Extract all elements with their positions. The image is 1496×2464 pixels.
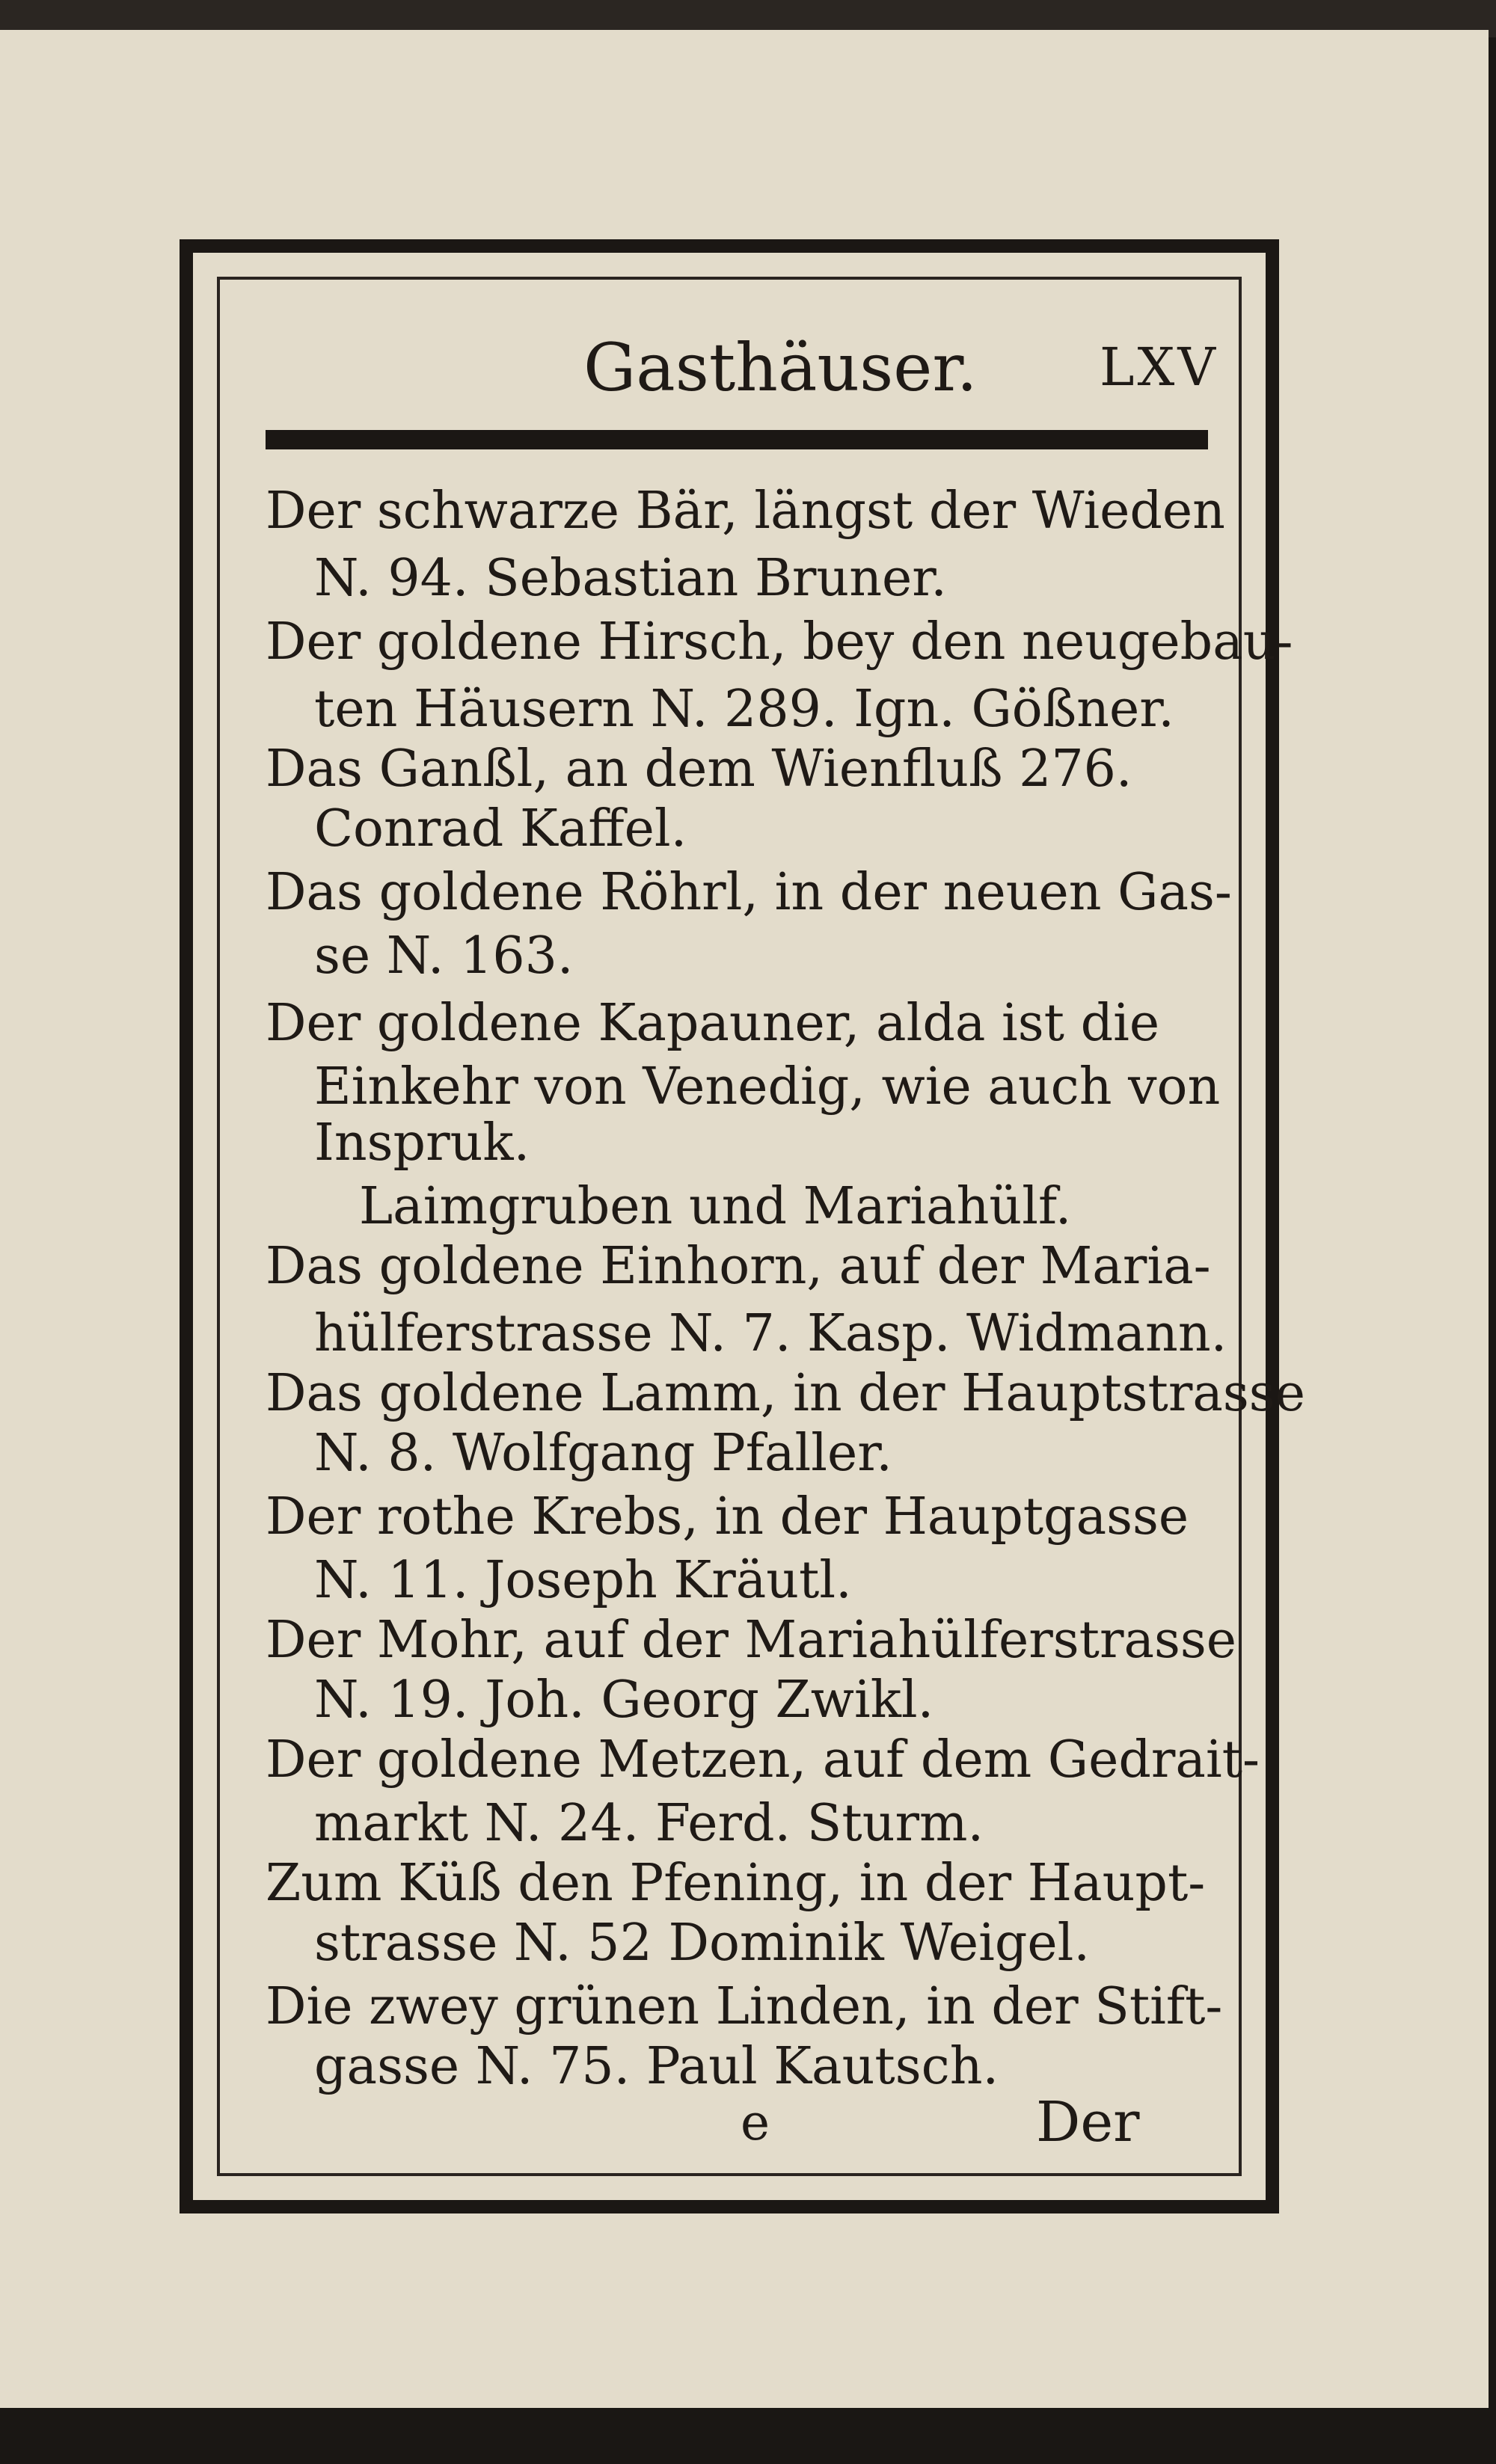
signature-mark: e: [741, 2094, 770, 2151]
entry-line: hülferstrasse N. 7. Kasp. Widmann.: [314, 1304, 1227, 1363]
entry-line: Der Mohr, auf der Mariahülferstrasse: [266, 1611, 1237, 1670]
entry-line: Inspruk.: [314, 1113, 530, 1173]
entry-line: Die zwey grünen Linden, in der Stift-: [266, 1977, 1223, 2036]
entry-line: N. 19. Joh. Georg Zwikl.: [314, 1671, 934, 1730]
entry-line: strasse N. 52 Dominik Weigel.: [314, 1914, 1090, 1973]
entry-line: Das Ganßl, an dem Wienfluß 276.: [266, 740, 1132, 799]
section-heading: Laimgruben und Mariahülf.: [359, 1177, 1072, 1236]
entry-line: N. 8. Wolfgang Pfaller.: [314, 1424, 892, 1483]
entry-line: Das goldene Lamm, in der Hauptstrasse: [266, 1364, 1305, 1423]
entry-line: se N. 163.: [314, 927, 574, 986]
page-number: LXV: [1100, 337, 1218, 398]
entry-line: Einkehr von Venedig, wie auch von: [314, 1057, 1221, 1116]
catchword: Der: [1036, 2090, 1140, 2154]
entry-line: Zum Küß den Pfening, in der Haupt-: [266, 1854, 1206, 1913]
entry-line: N. 11. Joseph Kräutl.: [314, 1551, 852, 1610]
entry-line: Der schwarze Bär, längst der Wieden: [266, 482, 1225, 541]
running-header-title: Gasthäuser.: [583, 329, 978, 406]
entry-line: Das goldene Röhrl, in der neuen Gas-: [266, 863, 1232, 922]
entry-line: N. 94. Sebastian Bruner.: [314, 549, 947, 608]
entry-line: Der rothe Krebs, in der Hauptgasse: [266, 1487, 1189, 1546]
entry-line: Der goldene Hirsch, bey den neugebau-: [266, 612, 1293, 672]
entry-line: Der goldene Kapauner, alda ist die: [266, 994, 1160, 1053]
header-rule: [266, 430, 1208, 449]
entry-line: ten Häusern N. 289. Ign. Gößner.: [314, 680, 1174, 739]
entry-line: Conrad Kaffel.: [314, 799, 687, 858]
entry-line: Der goldene Metzen, auf dem Gedrait-: [266, 1730, 1260, 1789]
entry-line: Das goldene Einhorn, auf der Maria-: [266, 1237, 1211, 1296]
entry-line: gasse N. 75. Paul Kautsch.: [314, 2037, 999, 2096]
entry-line: markt N. 24. Ferd. Sturm.: [314, 1794, 984, 1853]
